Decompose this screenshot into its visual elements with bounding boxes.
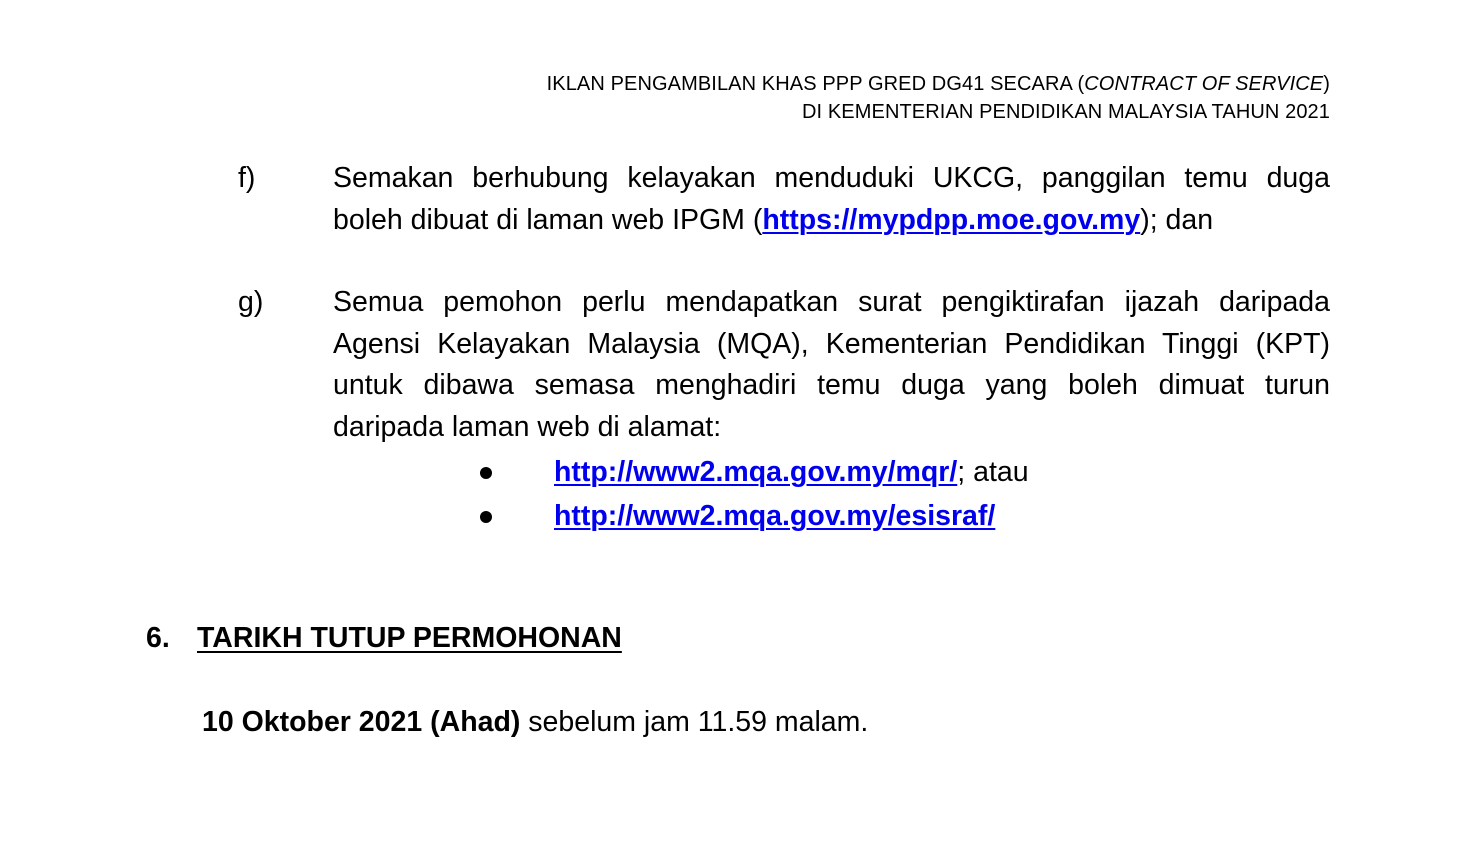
closing-date-rest: sebelum jam 11.59 malam. xyxy=(520,706,869,738)
header-line-2: DI KEMENTERIAN PENDIDIKAN MALAYSIA TAHUN 2021 xyxy=(802,101,1330,123)
bullet-text xyxy=(554,450,1029,494)
link-mypdpp[interactable]: https://mypdpp.moe.gov.my xyxy=(762,203,1141,236)
header-line-1 xyxy=(547,70,1330,98)
list-marker-f: f) xyxy=(238,162,256,194)
list-item-f xyxy=(238,158,1330,241)
link-mqa-esisraf[interactable]: http://www2.mqa.gov.my/esisraf/ xyxy=(554,500,996,532)
list-marker-g: g) xyxy=(238,286,264,318)
document-header xyxy=(547,70,1330,126)
list-text-g: Semua pemohon perlu mendapatkan surat pengiktirafan ijazah daripada Agensi Kelayakan Malaysia (MQA), Kementerian Pendidikan Tinggi (KPT) untuk dibawa semasa menghadiri temu duga yang boleh dimuat turun daripada laman web di alamat: xyxy=(333,286,1330,443)
header-line-1-suffix: ) xyxy=(1323,73,1330,95)
list-item-g xyxy=(238,282,1330,448)
section-number: 6. xyxy=(146,622,170,654)
section-title: TARIKH TUTUP PERMOHONAN xyxy=(197,622,622,654)
section-heading xyxy=(146,618,622,658)
closing-date-text xyxy=(202,702,868,742)
header-line-1-italic: CONTRACT OF SERVICE xyxy=(1084,73,1324,95)
list-text-f-after: ); dan xyxy=(1140,203,1214,236)
link-mqa-mqr[interactable]: http://www2.mqa.gov.my/mqr/ xyxy=(554,456,958,488)
list-text-f-before: Semakan berhubung kelayakan menduduki UKCG, panggilan temu duga boleh dibuat di laman web IPGM ( xyxy=(333,162,1330,236)
bullet-text xyxy=(554,494,995,538)
bullet-suffix: ; atau xyxy=(957,456,1029,488)
header-line-1-prefix: IKLAN PENGAMBILAN KHAS PPP GRED DG41 SECARA ( xyxy=(546,73,1085,95)
closing-date-bold: 10 Oktober 2021 (Ahad) xyxy=(202,706,521,738)
list-text-f xyxy=(333,158,1330,241)
